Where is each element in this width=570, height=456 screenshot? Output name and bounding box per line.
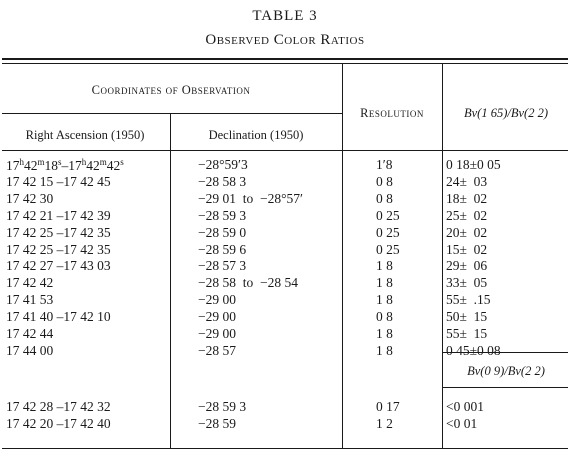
table-title: TABLE 3: [252, 8, 318, 24]
table-row-ra: 17 42 28 –17 42 32: [6, 399, 111, 414]
table-row-ratio: 18± 02: [446, 190, 488, 206]
table-row-dec: −28 59 3: [198, 399, 247, 414]
table-row-ratio: 55± .15: [446, 292, 491, 308]
table-row-dec: −28 58 to −28 54: [198, 275, 298, 291]
table-row-dec: −29 00: [198, 326, 236, 341]
table-row-ratio: 25± 02: [446, 207, 488, 223]
table-row-ratio: <0 001: [446, 399, 484, 414]
table-row-ra: 17 42 21 –17 42 39: [6, 207, 111, 223]
table-row-res: 1 8: [376, 292, 393, 308]
table-row-dec: −28 59 0: [198, 224, 247, 240]
table-row-res: 1 8: [376, 275, 393, 291]
table-row-dec: −28 58 3: [198, 173, 247, 189]
table-subtitle: Observed Color Ratios: [205, 32, 365, 48]
table-row-ratio: 24± 03: [446, 173, 488, 189]
table-row-res: 0 17: [376, 399, 400, 414]
table-row-ratio: <0 01: [446, 415, 478, 431]
table-row-ra: 17 42 27 –17 43 03: [6, 258, 111, 274]
table-row-res: 0 8: [376, 190, 393, 206]
table-row-ra: 17 42 25 –17 42 35: [6, 241, 111, 257]
table-row-ratio: 33± 05: [446, 275, 488, 291]
table-row-ra: 17 41 53: [6, 292, 54, 308]
table-row-res: 1 8: [376, 326, 393, 341]
table-row-ra: 17 42 25 –17 42 35: [6, 224, 111, 240]
table-row-ra: 17 42 15 –17 42 45: [6, 173, 111, 189]
table-row-res: 1 2: [376, 415, 393, 431]
table-row-res: 1′8: [376, 157, 393, 172]
table-row-ra: 17 42 44: [6, 326, 54, 341]
table-row-dec: −28°59′3: [198, 157, 248, 172]
table-row-ra: 17$^h$42$^m$18$^s$–17$^h$42$^m$42$^s$: [6, 157, 124, 173]
table-row-res: 0 25: [376, 241, 400, 257]
table-row-res: 0 8: [376, 309, 393, 325]
header-ratio-2: Bν(0 9)/Bν(2 2): [467, 364, 545, 378]
table-row-ratio: 50± 15: [446, 309, 488, 325]
divider-ra-dec: [170, 113, 171, 448]
top-rule-thick: [2, 58, 568, 60]
table-row-res: 1 8: [376, 342, 393, 358]
table-row-dec: −28 57: [198, 342, 236, 358]
table-row-ratio: 20± 02: [446, 224, 488, 240]
table-row-dec: −28 57 3: [198, 258, 247, 274]
top-rule-thin: [2, 63, 568, 64]
table-row-ra: 17 42 42: [6, 275, 54, 291]
table-row-res: 0 8: [376, 173, 393, 189]
table-row-ratio: 29± 06: [446, 258, 488, 274]
header-right-ascension: Right Ascension (1950): [25, 128, 145, 142]
header-resolution: Resolution: [360, 106, 424, 120]
divider-dec-res: [342, 64, 343, 448]
table-row-res: 0 25: [376, 207, 400, 223]
bottom-rule: [2, 448, 568, 449]
header-ratio-1: Bν(1 65)/Bν(2 2): [464, 106, 548, 120]
header-coordinates: Coordinates of Observation: [91, 83, 251, 97]
header-bottom-rule: [2, 150, 568, 151]
ratio2-header-underline: [442, 387, 568, 388]
table-row-ra: 17 42 30: [6, 190, 54, 206]
table-row-dec: −28 59 6: [198, 241, 247, 257]
table-row-dec: −29 00: [198, 292, 236, 308]
table-row-ratio: 0 18±0 05: [446, 157, 501, 172]
table-row-ratio: 15± 02: [446, 241, 488, 257]
table-row-res: 0 25: [376, 224, 400, 240]
table-row-dec: −28 59: [198, 415, 236, 431]
table-row-ra: 17 41 40 –17 42 10: [6, 309, 111, 325]
coordinates-underline: [2, 113, 342, 114]
table-row-ratio: 0 45±0 08: [446, 342, 501, 358]
header-declination: Declination (1950): [208, 128, 304, 142]
table-row-ra: 17 42 20 –17 42 40: [6, 415, 111, 431]
table-row-dec: −29 01 to −28°57′: [198, 190, 303, 206]
divider-res-ratio: [442, 64, 443, 448]
table-row-ra: 17 44 00: [6, 342, 54, 358]
table-row-dec: −29 00: [198, 309, 236, 325]
table-row-ratio: 55± 15: [446, 326, 488, 341]
table-row-res: 1 8: [376, 258, 393, 274]
table-row-dec: −28 59 3: [198, 207, 247, 223]
